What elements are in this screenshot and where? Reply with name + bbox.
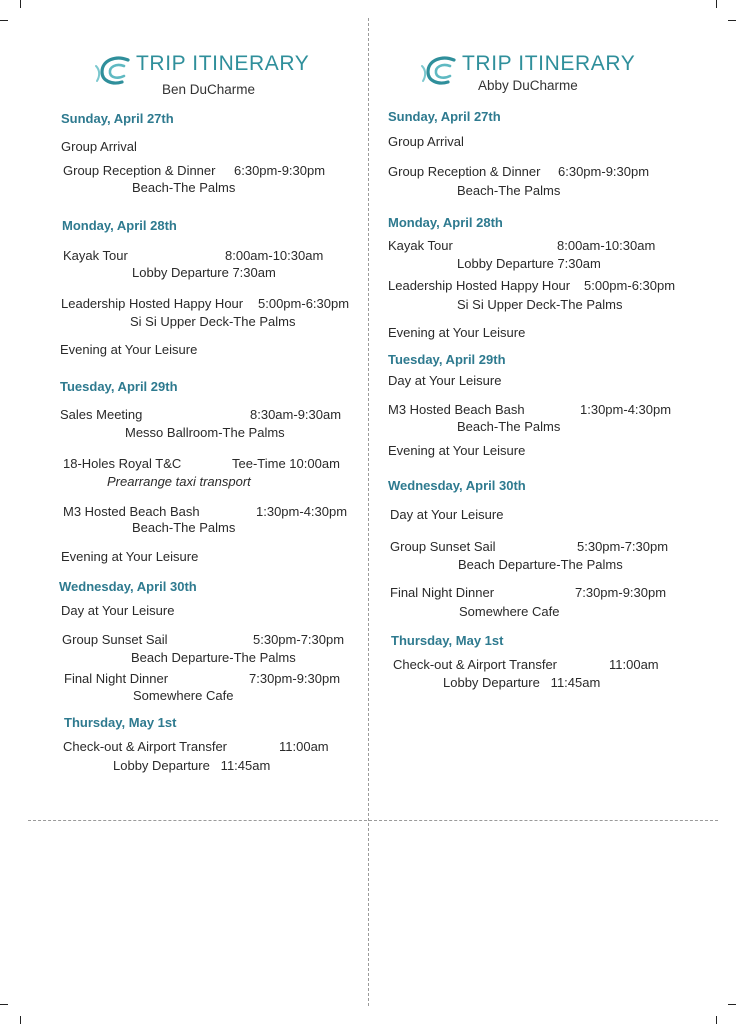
event-name: Evening at Your Leisure [388,325,526,340]
event-name: Evening at Your Leisure [388,443,526,458]
event-note: Prearrange taxi transport [107,474,251,489]
event-name: M3 Hosted Beach Bash [63,504,200,519]
event-location: Messo Ballroom-The Palms [125,425,285,440]
event-name: Evening at Your Leisure [61,549,199,564]
guest-name: Abby DuCharme [478,78,578,93]
crop-mark [20,1016,21,1024]
event-time: 11:00am [279,739,329,754]
event-name: Kayak Tour [63,248,128,263]
event-name: Evening at Your Leisure [60,342,198,357]
event-location: Beach-The Palms [132,520,236,535]
event-location: Somewhere Cafe [459,604,560,619]
event-time: 5:30pm-7:30pm [577,539,669,554]
day-heading: Sunday, April 27th [388,109,501,124]
event-name: Check-out & Airport Transfer [393,657,558,672]
day-heading: Monday, April 28th [388,215,503,230]
event-name: Group Arrival [61,139,137,154]
event-time: 5:30pm-7:30pm [253,632,345,647]
itinerary-title: TRIP ITINERARY [136,52,310,75]
event-name: Sales Meeting [60,407,143,422]
event-time: 6:30pm-9:30pm [558,164,650,179]
day-heading: Monday, April 28th [62,218,177,233]
event-name: Group Sunset Sail [390,539,496,554]
event-time: 7:30pm-9:30pm [249,671,341,686]
event-location: Lobby Departure 7:30am [132,265,276,280]
event-location: Beach Departure-The Palms [131,650,296,665]
event-name: Leadership Hosted Happy Hour [61,296,244,311]
day-heading: Wednesday, April 30th [388,478,526,493]
event-location: Lobby Departure 7:30am [457,256,601,271]
crop-mark [728,20,736,21]
event-name: M3 Hosted Beach Bash [388,402,525,417]
crop-mark [0,1004,8,1005]
event-name: Group Sunset Sail [62,632,168,647]
event-name: 18-Holes Royal T&C [63,456,182,471]
event-time: 1:30pm-4:30pm [256,504,348,519]
event-location: Si Si Upper Deck-The Palms [457,297,623,312]
event-time: 5:00pm-6:30pm [584,278,676,293]
event-name: Group Reception & Dinner [63,163,216,178]
day-heading: Thursday, May 1st [391,633,504,648]
event-time: Tee-Time 10:00am [232,456,340,471]
event-location: Beach-The Palms [457,183,561,198]
event-time: 8:00am-10:30am [557,238,656,253]
event-location: Beach-The Palms [457,419,561,434]
event-name: Day at Your Leisure [388,373,502,388]
event-location: Lobby Departure 11:45am [443,675,601,690]
event-name: Final Night Dinner [390,585,495,600]
event-location: Somewhere Cafe [133,688,234,703]
vertical-cut-guide [368,18,369,1006]
event-name: Leadership Hosted Happy Hour [388,278,571,293]
crop-mark [716,1016,717,1024]
event-location: Lobby Departure 11:45am [113,758,271,773]
event-name: Kayak Tour [388,238,453,253]
event-location: Si Si Upper Deck-The Palms [130,314,296,329]
event-time: 8:30am-9:30am [250,407,342,422]
day-heading: Thursday, May 1st [64,715,177,730]
day-heading: Sunday, April 27th [61,111,174,126]
day-heading: Tuesday, April 29th [388,352,506,367]
event-name: Final Night Dinner [64,671,169,686]
event-location: Beach-The Palms [132,180,236,195]
day-heading: Wednesday, April 30th [59,579,197,594]
crop-mark [716,0,717,8]
event-time: 6:30pm-9:30pm [234,163,326,178]
event-name: Group Reception & Dinner [388,164,541,179]
event-name: Day at Your Leisure [61,603,175,618]
event-name: Check-out & Airport Transfer [63,739,228,754]
event-time: 1:30pm-4:30pm [580,402,672,417]
wave-logo-icon [420,54,460,88]
horizontal-cut-guide [28,820,718,821]
event-location: Beach Departure-The Palms [458,557,623,572]
event-time: 8:00am-10:30am [225,248,324,263]
event-name: Group Arrival [388,134,464,149]
event-time: 7:30pm-9:30pm [575,585,667,600]
event-time: 11:00am [609,657,659,672]
event-time: 5:00pm-6:30pm [258,296,350,311]
itinerary-title: TRIP ITINERARY [462,52,636,75]
guest-name: Ben DuCharme [162,82,256,97]
day-heading: Tuesday, April 29th [60,379,178,394]
crop-mark [728,1004,736,1005]
event-name: Day at Your Leisure [390,507,504,522]
